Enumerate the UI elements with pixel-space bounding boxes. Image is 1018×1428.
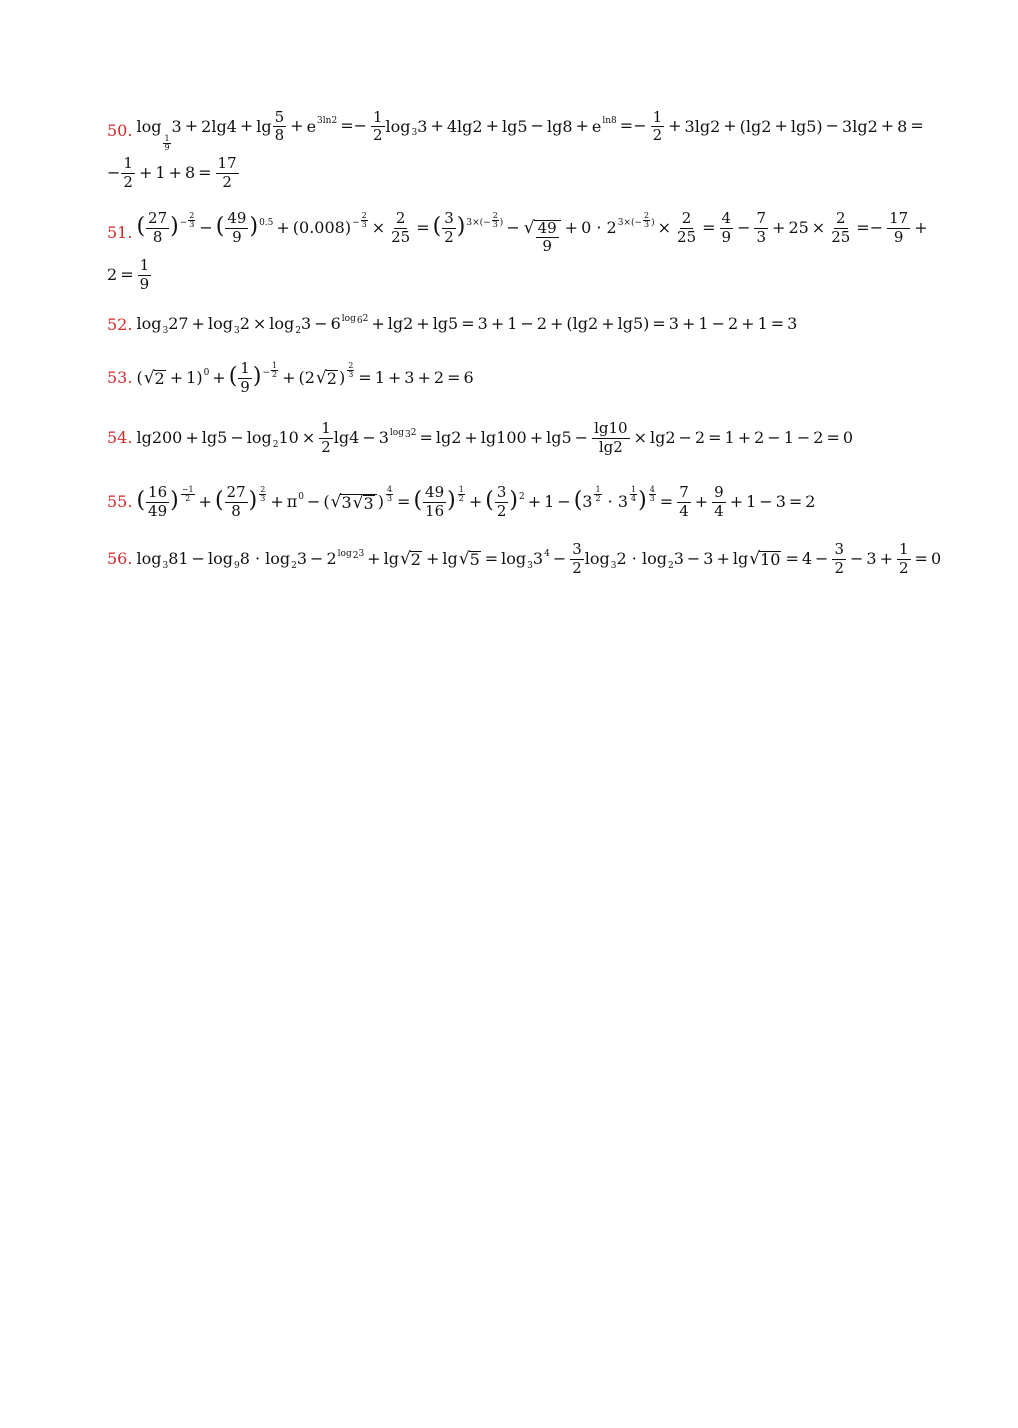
problem-number: 52. [107, 315, 133, 334]
problem-50 [107, 107, 924, 194]
problem-52 [107, 304, 917, 346]
problem-56 [107, 538, 942, 580]
problem-line [107, 538, 942, 580]
problem-51 [107, 208, 928, 296]
math-expression: − $\frac{1}{2}$ + 1 + 8 = $\frac{17}{2}$ [107, 153, 237, 191]
math-expression: $\log_381 - \log_98 \cdot \log_23 - 2^{log23} + \lg$ √ 2 + lg √ 5 = $\log_33^4$ − $\frac{3}{2}$ $\log_32 \cdot \log_23 - 3 + \lg$ √ 10 = 4 − $\frac{3}{2}$ − 3 + $\frac{1}{2}$ = 0 [136, 539, 942, 577]
math-expression: $\log_327 + \log_32 \times \log_23 - 6^{log62} + \lg 2 + \lg 5 = 3 + 1 - 2 + (\lg 2 + \lg 5) = 3 + 1 - 2 + 1 = 3$ [136, 313, 798, 336]
problem-line [107, 152, 917, 194]
problem-line [107, 107, 924, 153]
problem-line [107, 357, 917, 399]
math-expression: ( $\frac{16}{49}$ ) $^{\frac{-1}{2}}$ + ( $\frac{27}{8}$ ) $^{\frac{2}{3}}$ + $\pi^0$ − ( √ 3 √ 3 ) $^{\frac{4}{3}}$ = ( $\frac{49}{16}$ ) $^{\frac{1}{2}}$ + ( $\frac{3}{2}$ )$^2$ + 1 − (3 $^{\frac{1}{2}}$ · 3 $^{\frac{1}{4}}$ ) $^{\frac{4}{3}}$ = $\frac{7}{4}$ + $\frac{9}{4}$ + 1 − 3 = 2 [136, 482, 816, 520]
math-expression: ( √ 2 + 1)$^0$ + ( $\frac{1}{9}$ )$^{- \frac{1}{2}}$ + (2 √ 2 ) $^{\frac{2}{3}}$ = 1 + 3 + 2 = 6 [136, 358, 474, 396]
problem-54 [107, 417, 917, 459]
problem-line [107, 304, 917, 346]
problem-number: 56. [107, 549, 133, 568]
math-expression: log $_{\frac{1}{9}}$ 3 + 2lg4 + lg $\frac{5}{8}$ + $e^{3ln2}$ =− $\frac{1}{2}$ $\log_33 + 4\lg 2 + \lg 5 - \lg 8 + e^{ln8}$ =− $\frac{1}{2}$ + 3lg2 + (lg2 + lg5) − 3lg2 + 8 = [136, 107, 924, 153]
math-expression: $\lg 200 + \lg 5 - \log_210$ × $\frac{1}{2}$ $\lg 4 - 3^{log32} = \lg 2 + \lg 100 + \lg 5$ − $\frac{\lg 10}{\lg 2}$ × lg2 − 2 = 1 + 2 − 1 − 2 = 0 [136, 418, 854, 456]
problem-53 [107, 357, 917, 399]
problem-number: 55. [107, 492, 133, 511]
problem-number: 53. [107, 368, 133, 387]
math-expression: 2 = $\frac{1}{9}$ [107, 255, 150, 293]
problem-number: 54. [107, 428, 133, 447]
problem-line [107, 417, 917, 459]
problem-line [107, 254, 917, 296]
problem-number: 50. [107, 121, 133, 140]
problem-line [107, 208, 928, 256]
problem-line [107, 481, 917, 523]
problem-55 [107, 481, 917, 523]
math-expression: ( $\frac{27}{8}$ )$^{- \frac{2}{3}}$ − ( $\frac{49}{9}$ )$^{0.5} + (0.008)^{- \frac{2}{3}}$ × $\frac{2}{25}$ = ( $\frac{3}{2}$ )$^{3\times(- \frac{2}{3} )}$ − √ $\frac{49}{9}$ + $0 \cdot 2^{3\times(- \frac{2}{3} )}$ × $\frac{2}{25}$ = $\frac{4}{9}$ − $\frac{7}{3}$ + 25 × $\frac{2}{25}$ =− $\frac{17}{9}$ + [136, 208, 928, 256]
problem-number: 51. [107, 223, 133, 242]
